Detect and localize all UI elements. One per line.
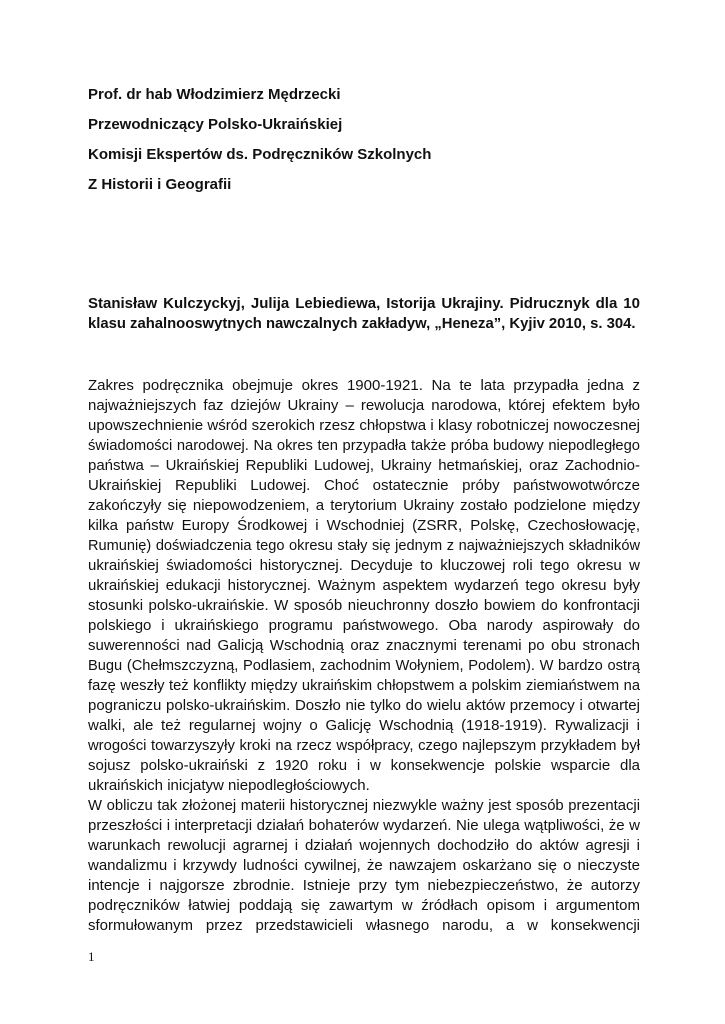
- page-number: 1: [88, 949, 95, 964]
- paragraph-line: świadomości narodowej. Na okres ten przypadła także próba budowy niepodległego: [88, 438, 640, 454]
- paragraph-line: Ukraińskiej Republiki Ludowej. Choć ostatecznie próby państwowotwórcze: [88, 477, 640, 494]
- paragraph-line: wandalizmu i krzywdy ludności cywilnej, że nawzajem oskarżano się o nieczyste: [88, 857, 640, 874]
- paragraph-line: suwerenności nad Galicją Wschodnią oraz znacznymi terenami po obu stronach: [88, 637, 640, 654]
- author-name: Prof. dr hab Włodzimierz Mędrzecki: [88, 86, 341, 103]
- paragraph-line: stosunki polsko-ukraińskie. W sposób nieuchronny doszło bowiem do konfrontacji: [88, 597, 640, 614]
- paragraph-line: W obliczu tak złożonej materii historycznej niezwykle ważny jest sposób prezentacji: [88, 798, 640, 814]
- reviewed-book-citation: [88, 294, 640, 334]
- paragraph-line: przeszłości i interpretacji działań bohaterów wydarzeń. Nie ulega wątpliwości, że w: [88, 817, 640, 834]
- paragraph-line: podręczników łatwiej poddają się zawartym w źródłach opisom i argumentom: [88, 897, 640, 914]
- citation-line: Stanisław Kulczyckyj, Julija Lebiediewa, Istorija Ukrajiny. Pidrucznyk dla 10: [88, 295, 640, 312]
- paragraph-line: sojusz polsko-ukraiński z 1920 roku i w konsekwencje polskie wsparcie dla: [88, 757, 640, 774]
- paragraph-line: polskiego i ukraińskiego programu państwowego. Oba narody aspirowały do: [88, 617, 640, 634]
- paragraph-line: państwa – Ukraińskiej Republiki Ludowej, Ukrainy hetmańskiej, oraz Zachodnio-: [88, 457, 640, 474]
- paragraph-line: Bugu (Chełmszczyzną, Podlasiem, zachodnim Wołyniem, Podolem). W bardzo ostrą: [88, 658, 640, 674]
- paragraph-line: Zakres podręcznika obejmuje okres 1900-1921. Na te lata przypadła jedna z: [88, 377, 640, 394]
- author-role-line-3: Z Historii i Geografii: [88, 176, 232, 193]
- paragraph-line: sformułowanym przez przedstawicieli własnego narodu, a w konsekwencji: [88, 917, 640, 934]
- citation-line: klasu zahalnooswytnych nawczalnych zakładyw, „Heneza”, Kyjiv 2010, s. 304.: [88, 316, 636, 332]
- author-role-line-2: Komisji Ekspertów ds. Podręczników Szkolnych: [88, 146, 432, 163]
- paragraph-line: ukraińskich inicjatyw niepodległościowych.: [88, 777, 370, 794]
- paragraph-line: pograniczu polsko-ukraińskim. Doszło nie tylko do wielu aktów przemocy i otwartej: [88, 697, 640, 714]
- paragraph-line: Rumunię) doświadczenia tego okresu stały się jednym z najważniejszych składników: [88, 538, 640, 554]
- paragraph-line: zakończyły się niepowodzeniem, a terytorium Ukrainy zostało podzielone między: [88, 497, 640, 514]
- paragraph-line: wrogości towarzyszyły kroki na rzecz współpracy, czego najlepszym przykładem był: [88, 738, 640, 754]
- paragraph-line: walki, ale też regularnej wojny o Galicję Wschodnią (1918-1919). Rywalizacji i: [88, 717, 640, 734]
- paragraph-line: ukraińskiej edukacji historycznej. Ważnym aspektem wydarzeń tego okresu były: [88, 577, 640, 594]
- paragraph-line: warunkach rewolucji agrarnej i działań wojennych dochodziło do aktów agresji i: [88, 837, 640, 854]
- paragraph-line: kilka państw Europy Środkowej i Wschodniej (ZSRR, Polskę, Czechosłowację,: [88, 517, 640, 534]
- body-paragraph-2: [88, 796, 640, 936]
- paragraph-line: ukraińskiej świadomości historycznej. Decyduje to kluczowej roli tego okresu w: [88, 557, 640, 574]
- body-paragraph-1: [88, 376, 640, 796]
- paragraph-line: upowszechnienie wśród szerokich rzesz chłopstwa i klasy robotniczej nowoczesnej: [88, 417, 640, 434]
- paragraph-line: najważniejszych faz dziejów Ukrainy – rewolucja narodowa, której efektem było: [88, 397, 640, 414]
- author-role-line-1: Przewodniczący Polsko-Ukraińskiej: [88, 116, 343, 133]
- paragraph-line: fazę weszły też konflikty między ukraińskim chłopstwem a polskim ziemiaństwem na: [88, 678, 640, 694]
- paragraph-line: intencje i najgorsze zbrodnie. Istnieje przy tym niebezpieczeństwo, że autorzy: [88, 877, 640, 894]
